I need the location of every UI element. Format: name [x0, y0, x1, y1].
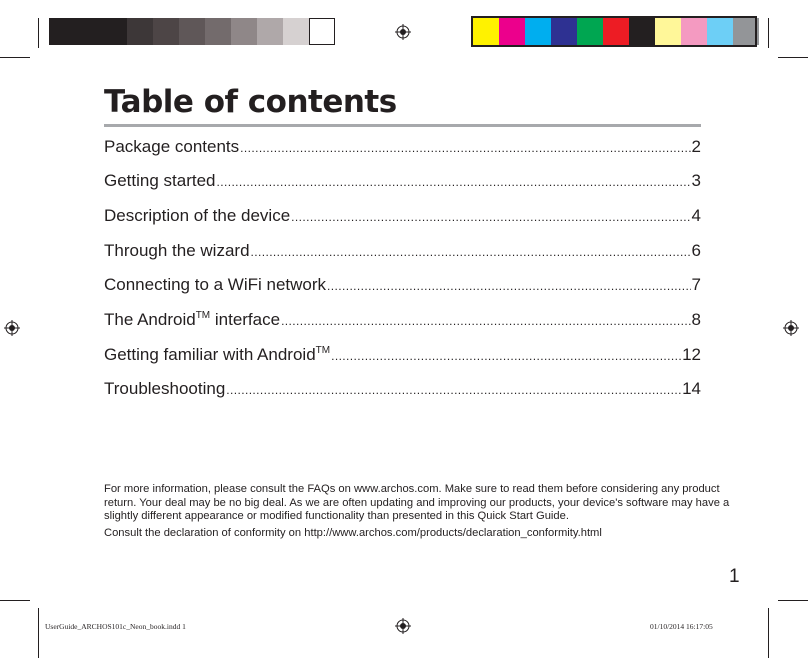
process-color-swatch — [707, 18, 733, 45]
page-title: Table of contents — [104, 84, 397, 120]
crop-mark-bottom-left-v — [38, 608, 39, 658]
process-color-swatch — [603, 18, 629, 45]
process-color-swatch — [681, 18, 707, 45]
title-underline — [104, 124, 701, 127]
toc-entry-label: Connecting to a WiFi network — [104, 275, 327, 294]
toc-entry-label: Through the wizard — [104, 241, 250, 260]
registration-mark-top-icon — [395, 24, 411, 40]
toc-entry[interactable] — [104, 239, 701, 263]
toc-leader-dots — [226, 378, 681, 402]
crop-mark-bottom-left-h — [0, 600, 30, 601]
toc-page-number: 7 — [691, 275, 701, 294]
toc-entry-label: Description of the device — [104, 206, 291, 225]
grayscale-swatch — [231, 18, 257, 45]
grayscale-swatch — [179, 18, 205, 45]
process-color-swatch — [499, 18, 525, 45]
toc-entry[interactable] — [104, 343, 701, 367]
toc-entry[interactable] — [104, 273, 701, 297]
toc-leader-dots — [281, 309, 690, 333]
crop-mark-bottom-right-v — [768, 608, 769, 658]
toc-leader-dots — [291, 205, 690, 229]
toc-page-number: 12 — [682, 345, 701, 364]
toc-entry[interactable] — [104, 204, 701, 228]
process-color-swatch — [577, 18, 603, 45]
toc-entry-label: Troubleshooting — [104, 379, 226, 398]
grayscale-swatch — [127, 18, 153, 45]
toc-page-number: 6 — [691, 241, 701, 260]
toc-entry[interactable] — [104, 135, 701, 159]
toc-entry-label: The Android™ interface — [104, 310, 281, 329]
toc-leader-dots — [327, 274, 690, 298]
grayscale-swatch — [309, 18, 335, 45]
grayscale-swatch — [101, 18, 127, 45]
toc-page-number: 2 — [691, 137, 701, 156]
toc-page-number: 4 — [691, 206, 701, 225]
registration-mark-right-icon — [783, 320, 799, 336]
grayscale-swatch — [75, 18, 101, 45]
grayscale-swatch — [257, 18, 283, 45]
grayscale-swatch — [153, 18, 179, 45]
grayscale-swatch — [283, 18, 309, 45]
crop-mark-bottom-right-h — [778, 600, 808, 601]
toc-entry[interactable] — [104, 169, 701, 193]
declaration-text: Consult the declaration of conformity on http://www.archos.com/products/declaration_conformity.html — [104, 526, 602, 539]
toc-entry[interactable] — [104, 377, 701, 401]
slug-filename: UserGuide_ARCHOS101c_Neon_book.indd 1 — [45, 622, 186, 631]
registration-mark-bottom-icon — [395, 618, 411, 634]
slug-timestamp: 01/10/2014 16:17:05 — [650, 622, 713, 631]
info-notice — [104, 483, 744, 540]
grayscale-swatch — [205, 18, 231, 45]
toc-leader-dots — [331, 344, 681, 368]
toc-leader-dots — [217, 170, 691, 194]
crop-mark-top-right-h — [778, 57, 808, 58]
registration-mark-left-icon — [4, 320, 20, 336]
toc-leader-dots — [251, 240, 691, 264]
toc-leader-dots — [240, 136, 690, 160]
toc-page-number: 3 — [691, 171, 701, 190]
toc-page-number: 14 — [682, 379, 701, 398]
toc-page-number: 8 — [691, 310, 701, 329]
toc-entry-label: Getting familiar with Android™ — [104, 345, 331, 364]
process-color-swatch — [473, 18, 499, 45]
toc-entry-label: Getting started — [104, 171, 216, 190]
page-number: 1 — [729, 566, 740, 587]
crop-mark-top-right-v — [768, 18, 769, 48]
process-color-swatch — [525, 18, 551, 45]
process-color-swatch — [551, 18, 577, 45]
crop-mark-top-left-v — [38, 18, 39, 48]
faq-notice-text: For more information, please consult the FAQs on www.archos.com. Make sure to read them before considering any product return. Your deal may be no big deal. As we are often updating and improving our products, your device's software may have a slightly different appearance or modified functionality than presented in this Quick Start Guide. — [104, 483, 730, 522]
crop-mark-top-left-h — [0, 57, 30, 58]
toc-entry[interactable] — [104, 308, 701, 332]
process-color-swatch — [733, 18, 759, 45]
toc-entry-label: Package contents — [104, 137, 240, 156]
process-color-swatch — [629, 18, 655, 45]
grayscale-swatch — [49, 18, 75, 45]
process-color-swatch — [655, 18, 681, 45]
